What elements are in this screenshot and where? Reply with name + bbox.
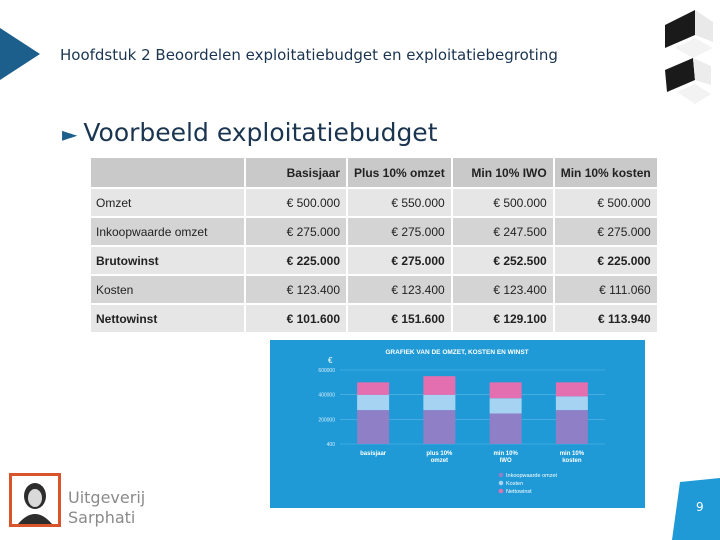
slide-heading-text: Voorbeeld exploitatiebudget — [83, 118, 438, 147]
table-cell: € 247.500 — [452, 217, 554, 246]
table-cell: € 123.400 — [452, 275, 554, 304]
cube-decoration — [655, 0, 720, 110]
table-cell: € 500.000 — [452, 188, 554, 217]
x-tick-label: omzet — [430, 458, 449, 464]
table-cell: € 252.500 — [452, 246, 554, 275]
table-cell: € 275.000 — [245, 217, 347, 246]
table-cell: € 500.000 — [554, 188, 658, 217]
y-tick-label: 400 — [326, 442, 335, 448]
column-header: Basisjaar — [245, 158, 347, 188]
x-tick-label: basisjaar — [360, 451, 387, 457]
table-row — [91, 188, 658, 217]
logo-text-line2: Sarphati — [68, 508, 136, 527]
y-tick-label: 400000 — [318, 392, 335, 399]
legend-label: Inkoopwaarde omzet — [506, 473, 558, 479]
x-tick-label: min 10% — [559, 451, 585, 457]
legend-swatch — [499, 489, 504, 494]
table-cell: € 129.100 — [452, 304, 554, 332]
table-row — [91, 217, 658, 246]
table-row — [91, 304, 658, 332]
table-cell: € 111.060 — [554, 275, 658, 304]
table-cell: € 151.600 — [347, 304, 452, 332]
bar-segment — [423, 395, 455, 410]
table-cell: € 123.400 — [245, 275, 347, 304]
bar-segment — [490, 398, 522, 413]
bar-segment — [490, 382, 522, 398]
stacked-bar-chart — [270, 340, 645, 508]
bar-segment — [357, 395, 389, 410]
table-header-row — [91, 158, 658, 188]
table-row — [91, 246, 658, 275]
table-cell: € 550.000 — [347, 188, 452, 217]
y-axis-label: € — [328, 356, 333, 365]
logo-text-line1: Uitgeverij — [68, 488, 146, 507]
slide-heading — [62, 118, 438, 147]
chapter-title: Hoofdstuk 2 Beoordelen exploitatiebudget en exploitatiebegroting — [60, 46, 558, 64]
bar-segment — [423, 410, 455, 444]
row-label: Brutowinst — [91, 246, 245, 275]
bar-segment — [357, 382, 389, 395]
table-row — [91, 275, 658, 304]
x-tick-label: min 10% — [493, 451, 518, 457]
y-tick-label: 200000 — [318, 417, 335, 424]
row-label: Nettowinst — [91, 304, 245, 332]
play-triangle-icon: ► — [62, 122, 78, 146]
x-tick-label: IWO — [499, 458, 512, 464]
chart-canvas — [270, 340, 645, 508]
x-tick-label: plus 10% — [426, 451, 453, 457]
budget-table — [91, 158, 659, 332]
table-cell: € 275.000 — [347, 217, 452, 246]
legend-label: Nettowinst — [506, 489, 532, 495]
table-cell: € 500.000 — [245, 188, 347, 217]
page-number: 9 — [696, 500, 704, 514]
row-label: Omzet — [91, 188, 245, 217]
table-cell: € 225.000 — [245, 246, 347, 275]
row-label: Kosten — [91, 275, 245, 304]
bar-segment — [490, 413, 522, 444]
column-header — [91, 158, 245, 188]
legend-swatch — [499, 481, 504, 486]
corner-triangle-decoration — [0, 28, 40, 80]
column-header: Min 10% IWO — [452, 158, 554, 188]
bar-segment — [357, 410, 389, 444]
table-cell: € 275.000 — [347, 246, 452, 275]
table-cell: € 123.400 — [347, 275, 452, 304]
legend-label: Kosten — [506, 481, 524, 487]
table-cell: € 113.940 — [554, 304, 658, 332]
table-cell: € 275.000 — [554, 217, 658, 246]
bar-segment — [423, 376, 455, 395]
row-label: Inkoopwaarde omzet — [91, 217, 245, 246]
x-tick-label: kosten — [562, 458, 582, 464]
portrait-logo-icon — [12, 476, 58, 524]
y-tick-label: 600000 — [318, 368, 335, 374]
column-header: Min 10% kosten — [554, 158, 658, 188]
table-cell: € 225.000 — [554, 246, 658, 275]
publisher-logo — [9, 473, 61, 527]
legend-swatch — [499, 473, 504, 478]
table-cell: € 101.600 — [245, 304, 347, 332]
bar-segment — [556, 410, 588, 444]
bar-segment — [556, 382, 588, 396]
bar-segment — [556, 396, 588, 410]
column-header: Plus 10% omzet — [347, 158, 452, 188]
chart-title: GRAFIEK VAN DE OMZET, KOSTEN EN WINST — [385, 349, 529, 356]
